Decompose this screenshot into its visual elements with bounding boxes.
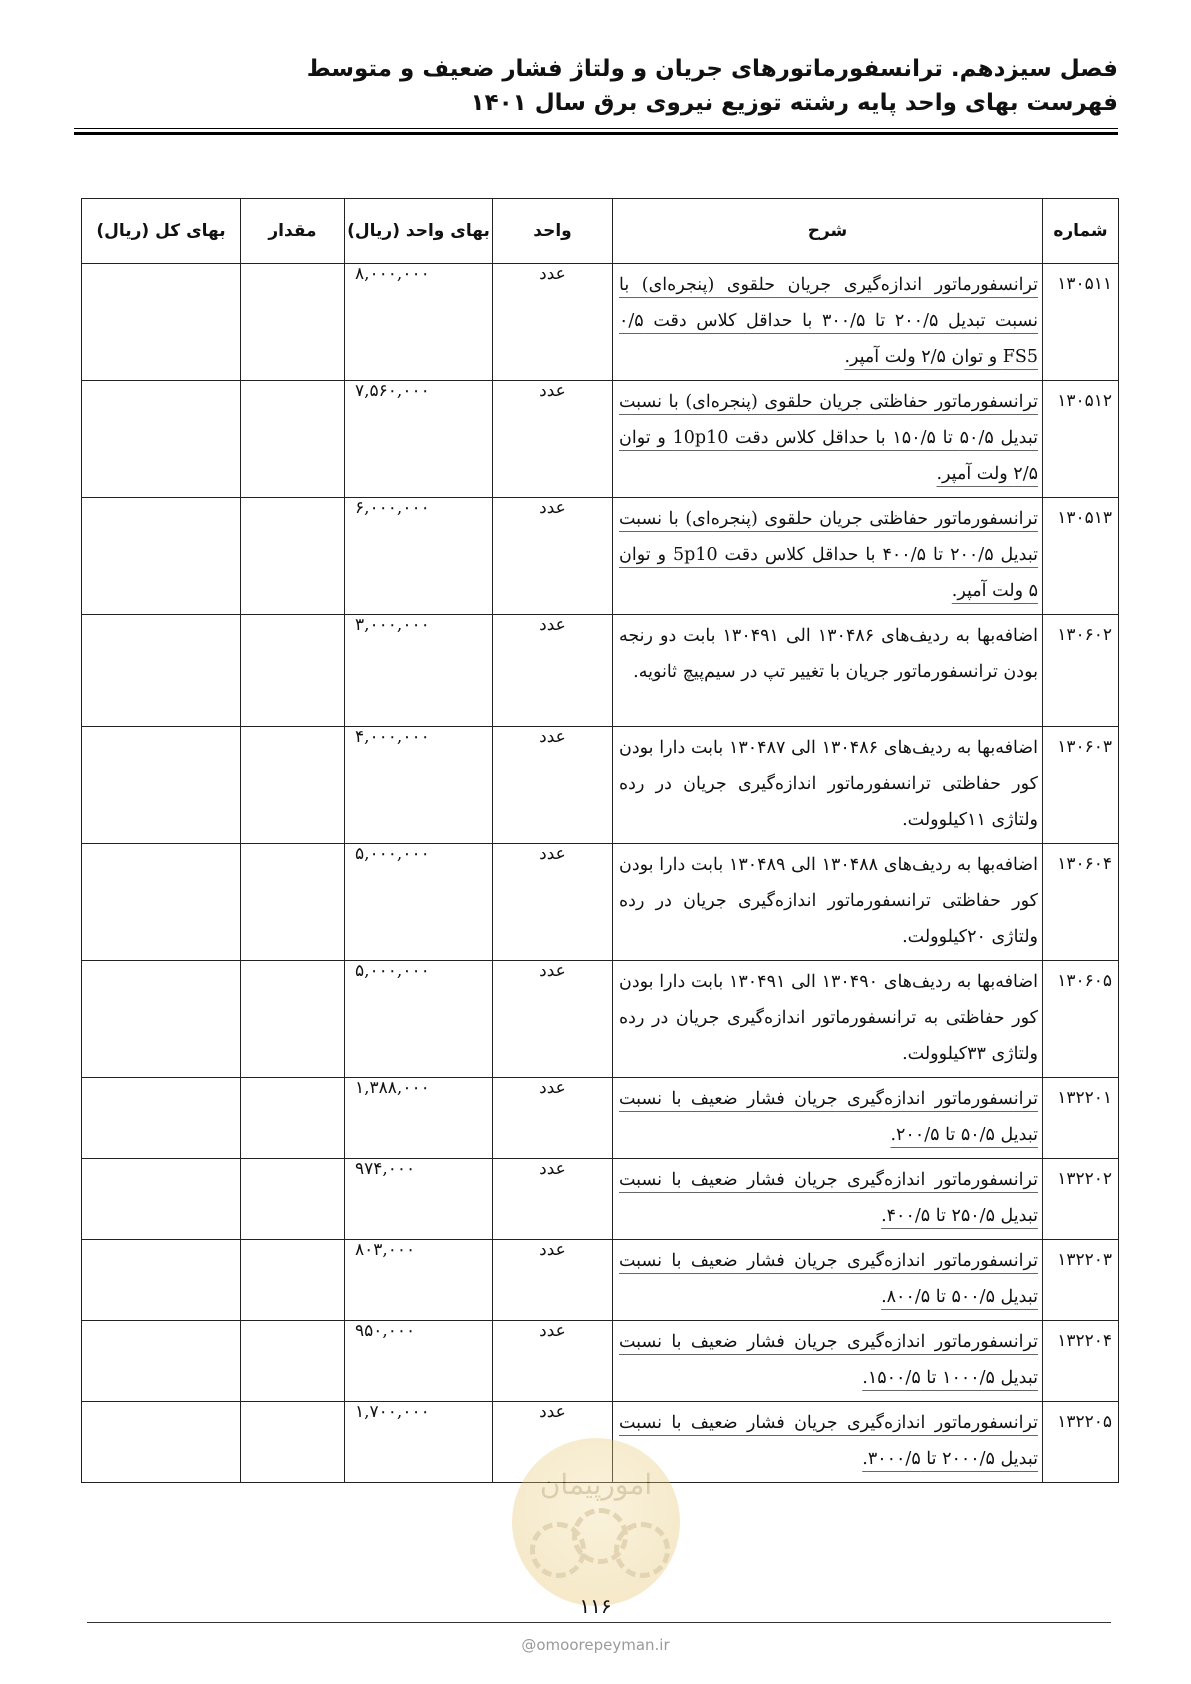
row-description-text: ترانسفورماتور اندازه‌گیری جریان فشار ضعیف با نسبت تبدیل ۱۰۰۰/۵ تا ۱۵۰۰/۵. [619,1332,1038,1388]
row-unit-price: ۵,۰۰۰,۰۰۰ [345,844,493,961]
row-total-price [82,615,241,727]
table-row [82,961,1119,1078]
row-total-price [82,381,241,498]
column-header-number: شماره [1043,199,1119,264]
row-description [613,498,1043,615]
row-quantity [241,844,345,961]
row-description-text: ترانسفورماتور اندازه‌گیری جریان حلقوی (پنجره‌ای) با نسبت تبدیل ۲۰۰/۵ تا ۳۰۰/۵ با حداقل کلاس دقت ۰/۵ FS5 و توان ۲/۵ ولت آمپر. [619,275,1039,367]
row-number: ۱۳۲۲۰۱ [1043,1078,1119,1159]
row-total-price [82,961,241,1078]
row-unit: عدد [493,961,613,1078]
chapter-title: فصل سیزدهم. ترانسفورماتورهای جریان و ولتاژ فشار ضعیف و متوسط [306,56,1118,82]
row-quantity [241,381,345,498]
row-number: ۱۳۰۶۰۳ [1043,727,1119,844]
column-header-total-price: بهای کل (ریال) [82,199,241,264]
row-quantity [241,264,345,381]
row-unit: عدد [493,615,613,727]
row-quantity [241,1159,345,1240]
row-description [613,264,1043,381]
row-description: اضافه‌بها به ردیف‌های ۱۳۰۴۹۰ الی ۱۳۰۴۹۱ بابت دارا بودن کور حفاظتی به ترانسفورماتور اندازه‌گیری جریان در رده ولتاژی ۳۳کیلوولت. [613,961,1043,1078]
column-header-unit: واحد [493,199,613,264]
row-description [613,1240,1043,1321]
row-description-text: ترانسفورماتور اندازه‌گیری جریان فشار ضعیف با نسبت تبدیل ۲۰۰۰/۵ تا ۳۰۰۰/۵. [619,1413,1038,1469]
row-number: ۱۳۰۵۱۱ [1043,264,1119,381]
table-row [82,1240,1119,1321]
row-unit: عدد [493,264,613,381]
row-unit-price: ۷,۵۶۰,۰۰۰ [345,381,493,498]
row-number: ۱۳۰۶۰۴ [1043,844,1119,961]
table-header-row [82,199,1119,264]
row-unit: عدد [493,1402,613,1483]
table-row [82,1078,1119,1159]
row-quantity [241,1078,345,1159]
row-number: ۱۳۲۲۰۵ [1043,1402,1119,1483]
table-row [82,727,1119,844]
row-quantity [241,1240,345,1321]
row-unit: عدد [493,498,613,615]
row-total-price [82,727,241,844]
row-quantity [241,1402,345,1483]
row-description: اضافه‌بها به ردیف‌های ۱۳۰۴۸۶ الی ۱۳۰۴۸۷ بابت دارا بودن کور حفاظتی ترانسفورماتور اندازه‌گیری جریان در رده ولتاژی ۱۱کیلوولت. [613,727,1043,844]
price-list-title: فهرست بهای واحد پایه رشته توزیع نیروی برق سال ۱۴۰۱ [470,90,1118,116]
row-description-text: ترانسفورماتور اندازه‌گیری جریان فشار ضعیف با نسبت تبدیل ۵۰/۵ تا ۲۰۰/۵. [619,1089,1038,1145]
row-unit: عدد [493,1078,613,1159]
watermark-text: امورپیمان [539,1468,653,1501]
row-unit-price: ۹۷۴,۰۰۰ [345,1159,493,1240]
row-number: ۱۳۰۵۱۳ [1043,498,1119,615]
table-row [82,264,1119,381]
table-row [82,381,1119,498]
footer-rule [87,1622,1111,1623]
row-unit: عدد [493,727,613,844]
row-description [613,381,1043,498]
row-total-price [82,1240,241,1321]
table-row [82,615,1119,727]
row-description: اضافه‌بها به ردیف‌های ۱۳۰۴۸۶ الی ۱۳۰۴۹۱ بابت دو رنجه بودن ترانسفورماتور جریان با تغییر تپ در سیم‌پیچ ثانویه. [613,615,1043,727]
row-quantity [241,727,345,844]
row-unit-price: ۴,۰۰۰,۰۰۰ [345,727,493,844]
page-number: ۱۱۶ [579,1594,612,1618]
table-row [82,844,1119,961]
row-number: ۱۳۰۶۰۵ [1043,961,1119,1078]
row-total-price [82,264,241,381]
row-unit: عدد [493,1321,613,1402]
website-watermark: @omoorepeyman.ir [521,1636,670,1654]
table-row [82,498,1119,615]
row-unit-price: ۵,۰۰۰,۰۰۰ [345,961,493,1078]
header-rule-thin [74,128,1118,129]
header-rule-thick [74,132,1118,135]
row-description-text: ترانسفورماتور اندازه‌گیری جریان فشار ضعیف با نسبت تبدیل ۲۵۰/۵ تا ۴۰۰/۵. [619,1170,1038,1226]
row-unit-price: ۶,۰۰۰,۰۰۰ [345,498,493,615]
row-total-price [82,1078,241,1159]
row-quantity [241,961,345,1078]
row-number: ۱۳۰۶۰۲ [1043,615,1119,727]
column-header-quantity: مقدار [241,199,345,264]
price-list-table [81,198,1119,1483]
page-header [74,52,1118,120]
row-quantity [241,1321,345,1402]
row-description [613,1321,1043,1402]
row-number: ۱۳۲۲۰۲ [1043,1159,1119,1240]
row-total-price [82,1402,241,1483]
row-number: ۱۳۲۲۰۳ [1043,1240,1119,1321]
row-unit: عدد [493,1240,613,1321]
row-description-text: ترانسفورماتور حفاظتی جریان حلقوی (پنجره‌ای) با نسبت تبدیل ۵۰/۵ تا ۱۵۰/۵ با حداقل کلاس دقت 10p10 و توان ۲/۵ ولت آمپر. [619,392,1038,484]
row-total-price [82,844,241,961]
row-description-text: ترانسفورماتور حفاظتی جریان حلقوی (پنجره‌ای) با نسبت تبدیل ۲۰۰/۵ تا ۴۰۰/۵ با حداقل کلاس دقت 5p10 و توان ۵ ولت آمپر. [619,509,1039,601]
row-quantity [241,498,345,615]
row-number: ۱۳۲۲۰۴ [1043,1321,1119,1402]
row-unit-price: ۳,۰۰۰,۰۰۰ [345,615,493,727]
column-header-unit-price: بهای واحد (ریال) [345,199,493,264]
row-description [613,1159,1043,1240]
row-total-price [82,1159,241,1240]
row-unit-price: ۸۰۳,۰۰۰ [345,1240,493,1321]
row-total-price [82,498,241,615]
row-quantity [241,615,345,727]
gear-icon [614,1522,670,1578]
column-header-description: شرح [613,199,1043,264]
row-unit: عدد [493,1159,613,1240]
table-row [82,1159,1119,1240]
row-unit: عدد [493,381,613,498]
row-description: اضافه‌بها به ردیف‌های ۱۳۰۴۸۸ الی ۱۳۰۴۸۹ بابت دارا بودن کور حفاظتی ترانسفورماتور اندازه‌گیری جریان در رده ولتاژی ۲۰کیلوولت. [613,844,1043,961]
row-unit-price: ۸,۰۰۰,۰۰۰ [345,264,493,381]
table-row [82,1321,1119,1402]
row-unit: عدد [493,844,613,961]
row-unit-price: ۱,۷۰۰,۰۰۰ [345,1402,493,1483]
row-description [613,1078,1043,1159]
row-unit-price: ۱,۳۸۸,۰۰۰ [345,1078,493,1159]
row-description-text: ترانسفورماتور اندازه‌گیری جریان فشار ضعیف با نسبت تبدیل ۵۰۰/۵ تا ۸۰۰/۵. [619,1251,1038,1307]
row-total-price [82,1321,241,1402]
row-number: ۱۳۰۵۱۲ [1043,381,1119,498]
watermark-logo [512,1438,680,1606]
row-unit-price: ۹۵۰,۰۰۰ [345,1321,493,1402]
